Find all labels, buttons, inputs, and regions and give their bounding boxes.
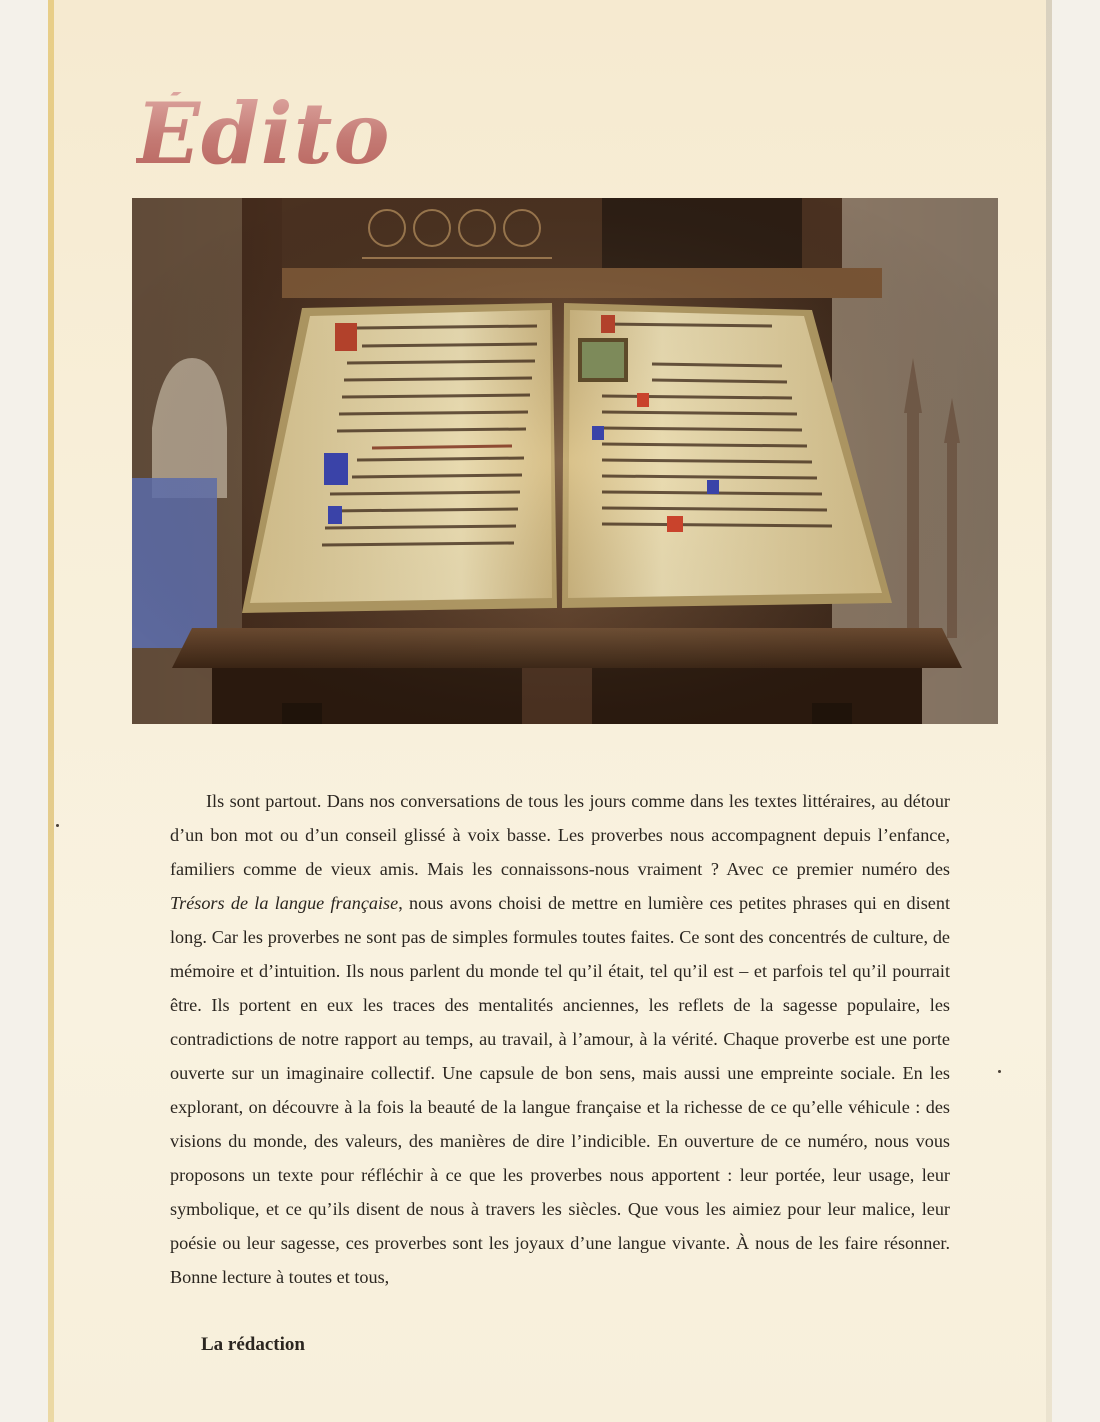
page-edge-right xyxy=(1046,0,1052,1422)
edito-text-part-1: Ils sont partout. Dans nos conversations de tous les jours comme dans les textes littéraires, au détour d’un bon mot ou d’un conseil glissé à voix basse. Les proverbes nous accompagnent depuis l’enfance, familiers comme de vieux amis. Mais les connaissons-nous vraiment ? Avec ce premier numéro des xyxy=(170,791,950,879)
publication-title: Trésors de la langue française xyxy=(170,893,399,913)
edito-text xyxy=(170,784,950,1294)
signature: La rédaction xyxy=(201,1334,305,1355)
magazine-page xyxy=(48,0,1052,1422)
dust-speck xyxy=(56,824,59,827)
page-title: Édito xyxy=(136,84,391,183)
dust-speck xyxy=(998,1070,1001,1073)
page-edge-left xyxy=(48,0,54,1422)
edito-text-part-2: , nous avons choisi de mettre en lumière ces petites phrases qui en disent long. Car les proverbes ne sont pas de simples formules toutes faites. Ce sont des concentrés de culture, de mémoire et d’intuition. Ils nous parlent du monde tel qu’il était, tel qu’il est – et parfois tel qu’il pourrait être. Ils portent en eux les traces des mentalités anciennes, les reflets de la sagesse populaire, les contradictions de notre rapport au temps, au travail, à l’amour, à la vérité. Chaque proverbe est une porte ouverte sur un imaginaire collectif. Une capsule de bon sens, mais aussi une empreinte sociale. En les explorant, on découvre à la fois la beauté de la langue française et la richesse de ce qu’elle véhicule : des visions du monde, des valeurs, des manières de dire l’indicible. En ouverture de ce numéro, nous vous proposons un texte pour réfléchir à ce que les proverbes nous apportent : leur portée, leur usage, leur symbolique, et ce qu’ils disent de nous à travers les siècles. Que vous les aimiez pour leur malice, leur poésie ou leur sagesse, ces proverbes sont les joyaux d’une langue vivante. À nous de les faire résonner. Bonne lecture à toutes et tous, xyxy=(170,893,950,1287)
manuscript-photo xyxy=(132,198,998,724)
